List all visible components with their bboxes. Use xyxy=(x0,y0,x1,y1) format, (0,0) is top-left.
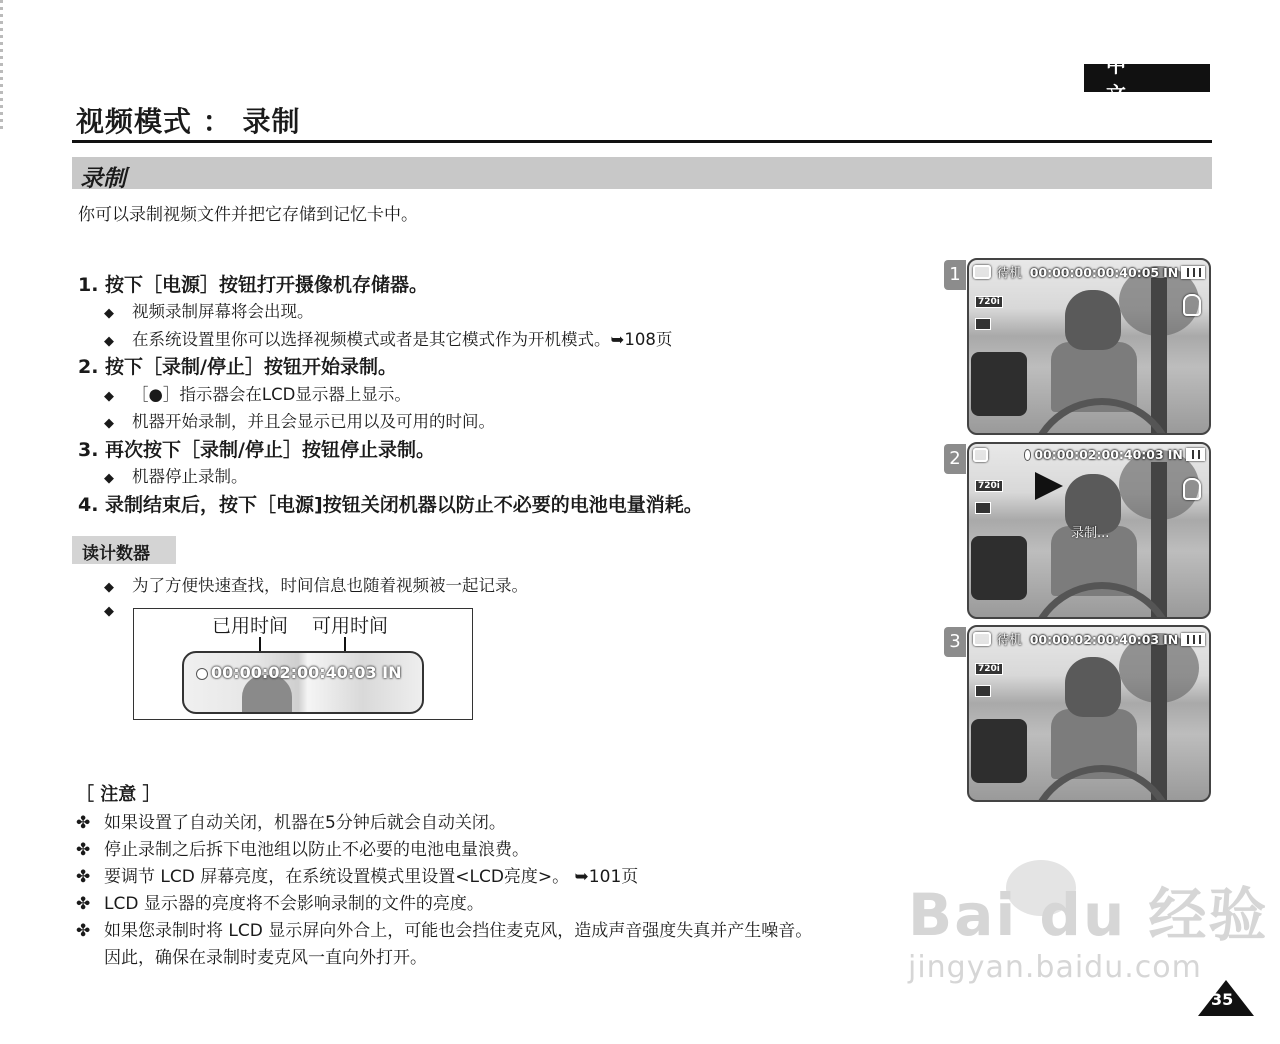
diamond-icon: ◆ xyxy=(104,306,114,321)
tree-trunk xyxy=(1151,278,1167,435)
stabilizer-hand-icon xyxy=(1183,294,1201,316)
status-text: 待机 xyxy=(996,265,1022,280)
clover-icon: ✤ xyxy=(76,813,91,833)
clover-icon: ✤ xyxy=(76,867,91,887)
camcorder-icon xyxy=(973,448,988,462)
film-icon xyxy=(975,502,991,514)
toy-car xyxy=(971,352,1027,416)
battery-icon xyxy=(1181,633,1205,646)
note-item xyxy=(76,808,506,833)
binding-margin xyxy=(0,0,3,130)
memory-in-badge: IN xyxy=(382,663,402,682)
title-divider xyxy=(72,140,1212,143)
time-readout: 00:00:02:00:40:03 xyxy=(1034,447,1164,462)
language-tab: 中 文 xyxy=(1084,64,1210,92)
section-title: 录制 xyxy=(80,166,126,192)
clover-icon: ✤ xyxy=(76,840,91,860)
note-text: LCD 显示器的亮度将不会影响录制的文件的亮度。 xyxy=(104,894,484,914)
counter-time: 00:00:02:00:40:03 xyxy=(211,663,377,682)
memory-in-badge: IN xyxy=(1163,631,1179,647)
available-time-label: 可用时间 xyxy=(312,615,389,637)
step-1-bullet xyxy=(104,298,314,322)
child-head xyxy=(1065,657,1121,717)
battery-icon xyxy=(1181,266,1205,279)
note-item xyxy=(76,916,812,941)
toy-car xyxy=(971,536,1027,600)
resolution-badge: 720i xyxy=(975,663,1003,675)
diamond-icon: ◆ xyxy=(104,471,114,486)
camcorder-icon xyxy=(973,265,991,279)
clover-icon: ✤ xyxy=(76,894,91,914)
notes-title: ［ 注意 ］ xyxy=(76,784,161,805)
note-continuation: 因此，确保在录制时麦克风一直向外打开。 xyxy=(104,948,427,968)
section-header-bar xyxy=(72,157,1212,189)
diamond-icon: ◆ xyxy=(104,416,114,431)
osd-bar xyxy=(973,263,1205,281)
lcd-frame-standby xyxy=(967,258,1211,435)
step-4: 4. 录制结束后，按下［电源]按钮关闭机器以防止不必要的电池电量消耗。 xyxy=(78,494,703,516)
resolution-badge: 720i xyxy=(975,296,1003,308)
watermark-brand: Bai du 经验 xyxy=(908,881,1269,949)
child-head xyxy=(1065,290,1121,350)
note-text: 如果设置了自动关闭，机器在5分钟后就会自动关闭。 xyxy=(104,813,506,833)
time-readout: 00:00:00:00:40:05 xyxy=(1029,264,1160,280)
counter-bullet xyxy=(104,572,528,596)
record-indicator-icon xyxy=(1024,449,1032,461)
note-text: 要调节 LCD 屏幕亮度，在系统设置模式里设置<LCD亮度>。 ➥101页 xyxy=(104,867,639,887)
frame-number: 1 xyxy=(944,260,966,290)
counter-title: 读计数器 xyxy=(82,544,150,564)
counter-readout xyxy=(196,663,402,682)
used-time-label: 已用时间 xyxy=(212,615,289,637)
diamond-icon: ◆ xyxy=(104,604,114,619)
step-2-bullet xyxy=(104,381,411,405)
memory-in-badge: IN xyxy=(1167,447,1183,462)
step-1-bullet xyxy=(104,326,672,350)
memory-in-badge: IN xyxy=(1163,264,1179,280)
film-icon xyxy=(975,318,991,330)
time-counter-diagram xyxy=(133,608,473,720)
note-text: 如果您录制时将 LCD 显示屏向外合上，可能也会挡住麦克风，造成声音强度失真并产生噪音。 xyxy=(104,921,813,941)
recording-label: 录制... xyxy=(1071,526,1110,541)
diamond-icon: ◆ xyxy=(104,389,114,404)
note-item xyxy=(76,889,484,914)
time-readout: 00:00:02:00:40:03 xyxy=(1029,631,1160,647)
resolution-badge: 720i xyxy=(975,480,1003,492)
note-text: 停止录制之后拆下电池组以防止不必要的电池电量浪费。 xyxy=(104,840,529,860)
bullet-text: 为了方便快速查找，时间信息也随着视频被一起记录。 xyxy=(132,576,528,595)
step-3: 3. 再次按下［录制/停止］按钮停止录制。 xyxy=(78,439,435,461)
step-3-bullet xyxy=(104,463,248,487)
step-2-bullet xyxy=(104,408,495,432)
bullet-text: 机器停止录制。 xyxy=(132,467,248,486)
bullet-text: 在系统设置里你可以选择视频模式或者是其它模式作为开机模式。➥108页 xyxy=(132,330,673,349)
bullet-text: 机器开始录制，并且会显示已用以及可用的时间。 xyxy=(132,412,495,431)
frame-number: 3 xyxy=(944,627,966,657)
diamond-icon: ◆ xyxy=(104,334,114,349)
tree-trunk xyxy=(1151,645,1167,802)
record-indicator-icon xyxy=(196,668,208,680)
note-item xyxy=(76,862,638,887)
clover-icon: ✤ xyxy=(76,921,91,941)
camcorder-icon xyxy=(973,632,991,646)
counter-bullet-diagram xyxy=(104,600,132,619)
toy-car xyxy=(971,719,1027,783)
frame-number: 2 xyxy=(944,444,966,474)
play-icon xyxy=(1035,472,1063,500)
step-1: 1. 按下［电源］按钮打开摄像机存储器。 xyxy=(78,274,429,296)
page-title: 视频模式 ： 录制 xyxy=(76,105,301,138)
osd-bar xyxy=(973,447,1205,462)
note-item xyxy=(76,835,529,860)
battery-icon xyxy=(1186,448,1205,461)
lcd-frame-stopped xyxy=(967,625,1211,802)
bullet-text: 视频录制屏幕将会出现。 xyxy=(132,302,314,321)
diamond-icon: ◆ xyxy=(104,580,114,595)
lcd-screen-crop xyxy=(182,651,424,714)
bullet-text: ［●］指示器会在LCD显示器上显示。 xyxy=(132,385,411,404)
lcd-frame-recording xyxy=(967,442,1211,619)
intro-text: 你可以录制视频文件并把它存储到记忆卡中。 xyxy=(78,205,418,225)
stabilizer-hand-icon xyxy=(1183,478,1201,500)
watermark-url: jingyan.baidu.com xyxy=(908,950,1202,985)
page-number: 35 xyxy=(1211,990,1234,1009)
status-text: 待机 xyxy=(996,632,1022,647)
osd-bar xyxy=(973,630,1205,648)
film-icon xyxy=(975,685,991,697)
tree-trunk xyxy=(1151,462,1167,619)
step-2: 2. 按下［录制/停止］按钮开始录制。 xyxy=(78,356,397,378)
